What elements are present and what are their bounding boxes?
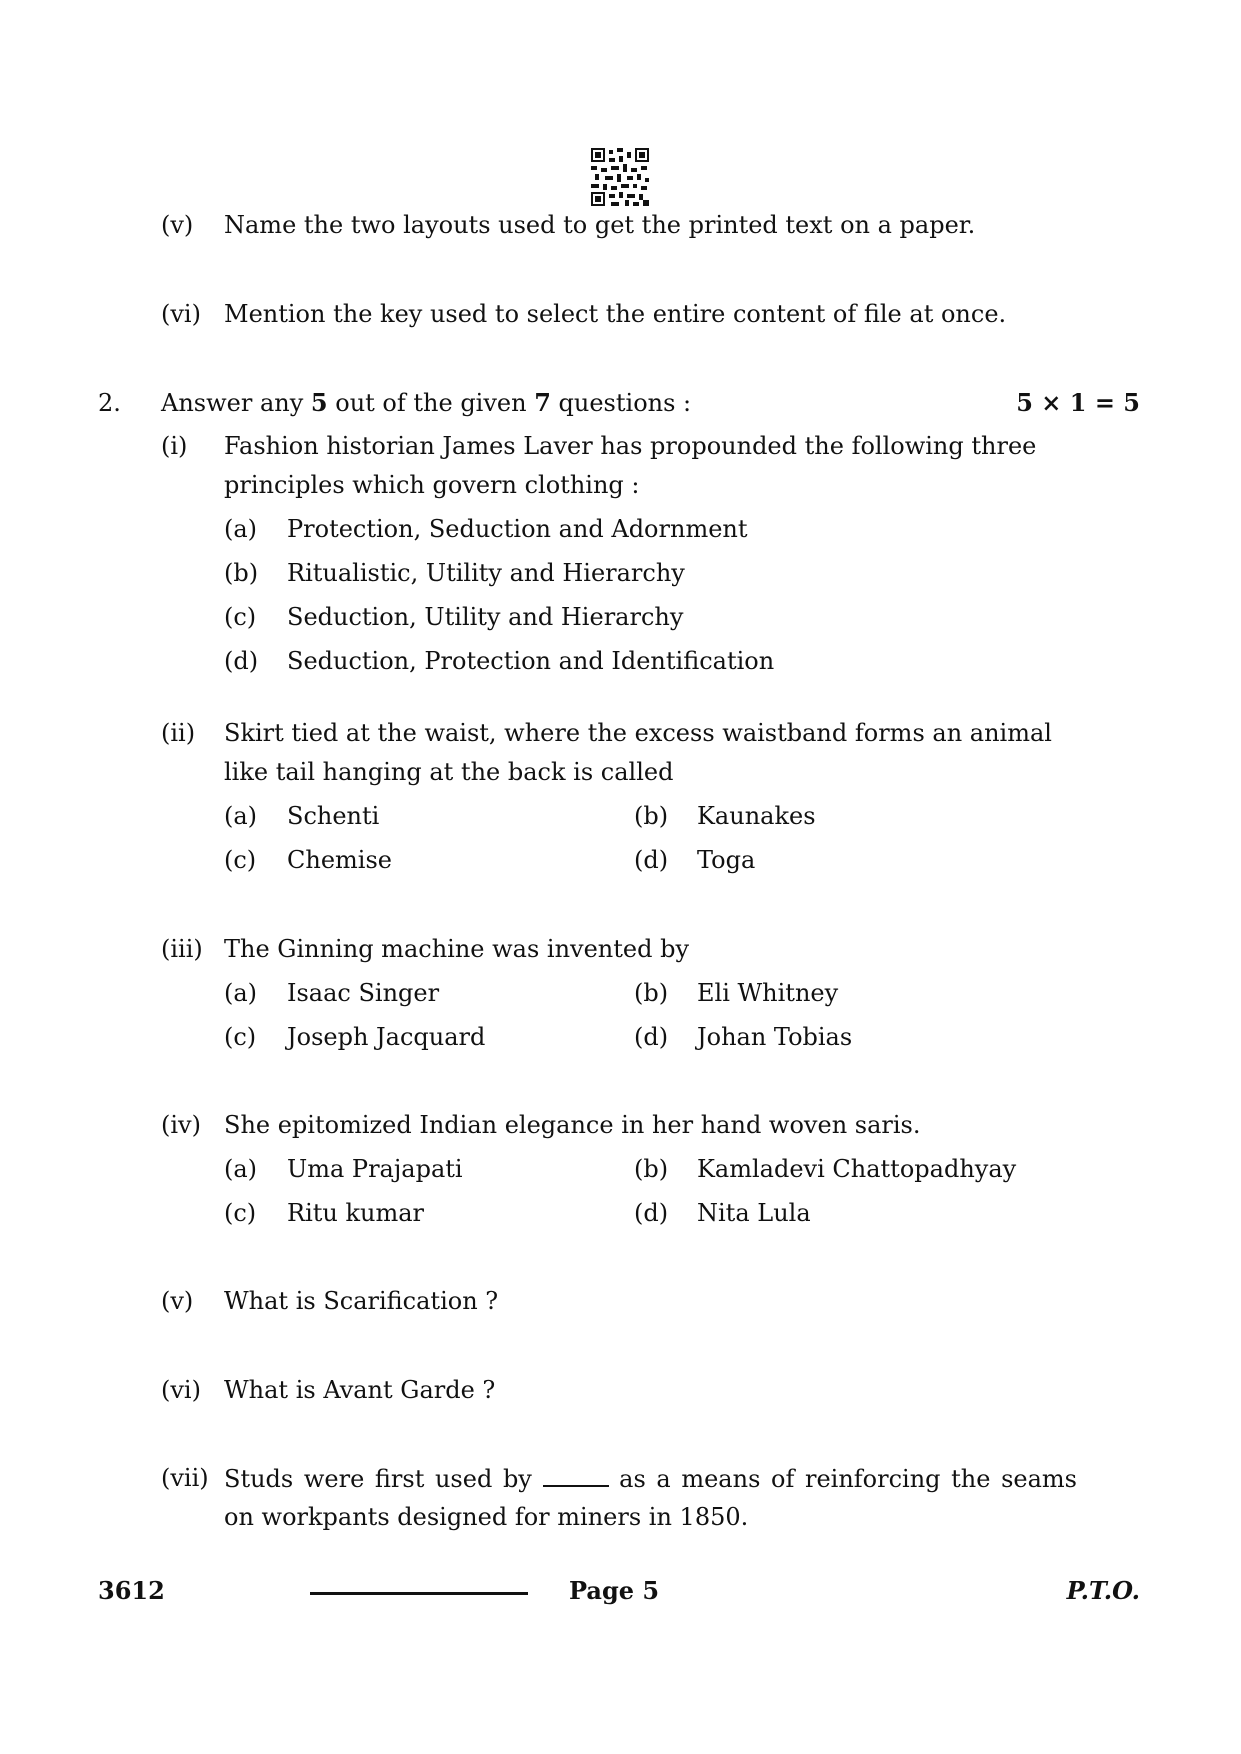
option-label: (a): [224, 1155, 258, 1183]
option-label: (d): [634, 1023, 669, 1051]
option-text: Seduction, Utility and Hierarchy: [287, 603, 684, 631]
option-text: Nita Lula: [697, 1199, 811, 1227]
option-label: (a): [224, 515, 258, 543]
option-label: (c): [224, 846, 257, 874]
q2-marks: 5 × 1 = 5: [1016, 388, 1140, 417]
fill-in-blank: [543, 1463, 609, 1487]
q2-vii-number: (vii): [161, 1464, 209, 1492]
q2-v-text: What is Scarification ?: [224, 1287, 499, 1315]
q2-vi-number: (vi): [161, 1376, 201, 1404]
q1-v-number: (v): [161, 211, 194, 239]
q2-iii-text: The Ginning machine was invented by: [224, 935, 690, 963]
paper-code: 3612: [98, 1576, 165, 1605]
option-text: Eli Whitney: [697, 979, 839, 1007]
q2-iv-text: She epitomized Indian elegance in her hand woven saris.: [224, 1111, 921, 1139]
q2-vii-text-line1: Studs were first used by as a means of reinforcing the seams: [224, 1465, 1077, 1493]
option-text: Schenti: [287, 802, 380, 830]
q2-ii-number: (ii): [161, 719, 196, 747]
option-label: (b): [634, 802, 669, 830]
q2-i-text-line1: Fashion historian James Laver has propounded the following three: [224, 432, 1037, 460]
option-text: Kaunakes: [697, 802, 816, 830]
option-label: (b): [224, 559, 259, 587]
option-text: Ritualistic, Utility and Hierarchy: [287, 559, 685, 587]
qr-code: [591, 148, 649, 206]
pto-label: P.T.O.: [1066, 1576, 1140, 1605]
option-text: Joseph Jacquard: [287, 1023, 486, 1051]
q2-number: 2.: [98, 389, 121, 417]
option-text: Uma Prajapati: [287, 1155, 463, 1183]
option-label: (c): [224, 603, 257, 631]
q2-instruction: Answer any 5 out of the given 7 questions :: [161, 388, 692, 417]
q1-vi-number: (vi): [161, 300, 201, 328]
option-text: Protection, Seduction and Adornment: [287, 515, 748, 543]
q1-vi-text: Mention the key used to select the entire content of file at once.: [224, 300, 1007, 328]
option-label: (d): [634, 1199, 669, 1227]
option-text: Johan Tobias: [697, 1023, 853, 1051]
q2-ii-text-line2: like tail hanging at the back is called: [224, 758, 674, 786]
q2-i-text-line2: principles which govern clothing :: [224, 471, 640, 499]
q1-v-text: Name the two layouts used to get the printed text on a paper.: [224, 211, 976, 239]
q2-v-number: (v): [161, 1287, 194, 1315]
option-label: (b): [634, 979, 669, 1007]
option-label: (c): [224, 1199, 257, 1227]
option-text: Kamladevi Chattopadhyay: [697, 1155, 1017, 1183]
option-label: (d): [634, 846, 669, 874]
option-text: Ritu kumar: [287, 1199, 425, 1227]
option-text: Toga: [697, 846, 756, 874]
option-label: (a): [224, 802, 258, 830]
q2-i-number: (i): [161, 432, 188, 460]
option-label: (c): [224, 1023, 257, 1051]
q2-iii-number: (iii): [161, 935, 203, 963]
option-label: (b): [634, 1155, 669, 1183]
option-text: Chemise: [287, 846, 392, 874]
option-text: Isaac Singer: [287, 979, 440, 1007]
page-number: Page 5: [569, 1576, 660, 1605]
q2-iv-number: (iv): [161, 1111, 201, 1139]
option-text: Seduction, Protection and Identification: [287, 647, 775, 675]
q2-vii-text-line2: on workpants designed for miners in 1850.: [224, 1503, 749, 1531]
q2-ii-text-line1: Skirt tied at the waist, where the excess waistband forms an animal: [224, 719, 1052, 747]
option-label: (d): [224, 647, 259, 675]
q2-vi-text: What is Avant Garde ?: [224, 1376, 496, 1404]
footer-rule: [310, 1592, 528, 1595]
option-label: (a): [224, 979, 258, 1007]
